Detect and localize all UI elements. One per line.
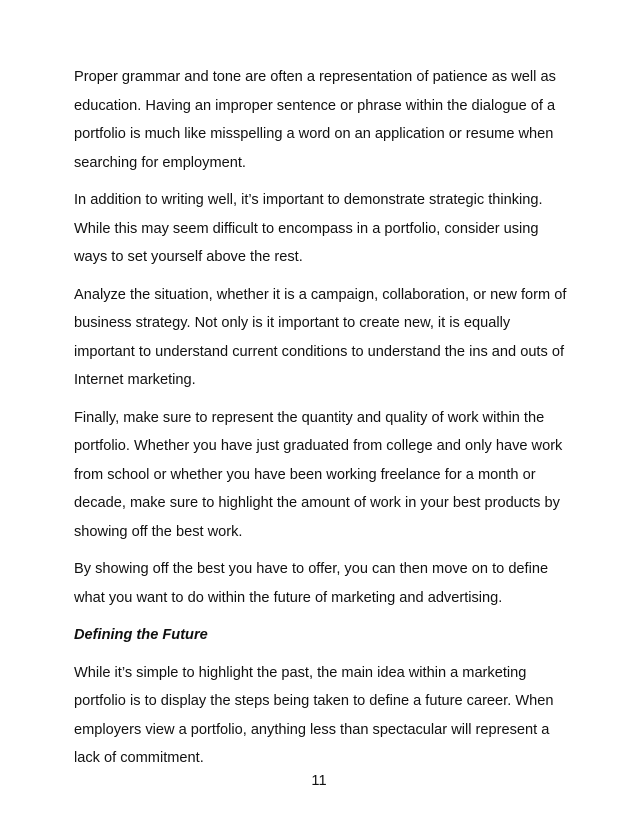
paragraph-analyze-situation: Analyze the situation, whether it is a campaign, collaboration, or new form of business strategy. Not only is it important to create new, it is equally important to understand current conditions to understand the ins and outs of Internet marketing. xyxy=(74,286,567,388)
paragraph-quantity-quality: Finally, make sure to represent the quantity and quality of work within the portfolio. Whether you have just graduated from college and only have work from school or whether you have been working freelance for a month or decade, make sure to highlight the amount of work in your best products by showing off the best work. xyxy=(74,409,563,540)
paragraph-best-offer: By showing off the best you have to offer, you can then move on to define what you want to do within the future of marketing and advertising. xyxy=(74,561,549,606)
page-body xyxy=(74,63,574,782)
paragraph-defining-future: While it’s simple to highlight the past, the main idea within a marketing portfolio is to display the steps being taken to define a future career. When employers view a portfolio, anything less than spectacular will represent a lack of commitment. xyxy=(74,664,554,766)
paragraph-strategic-thinking: In addition to writing well, it’s important to demonstrate strategic thinking. While this may seem difficult to encompass in a portfolio, consider using ways to set yourself above the rest. xyxy=(74,192,543,265)
section-heading: Defining the Future xyxy=(74,627,208,643)
paragraph-grammar-tone: Proper grammar and tone are often a representation of patience as well as education. Having an improper sentence or phrase within the dialogue of a portfolio is much like misspelling a word on an application or resume when searching for employment. xyxy=(74,69,556,171)
page-number: 11 xyxy=(311,773,327,789)
